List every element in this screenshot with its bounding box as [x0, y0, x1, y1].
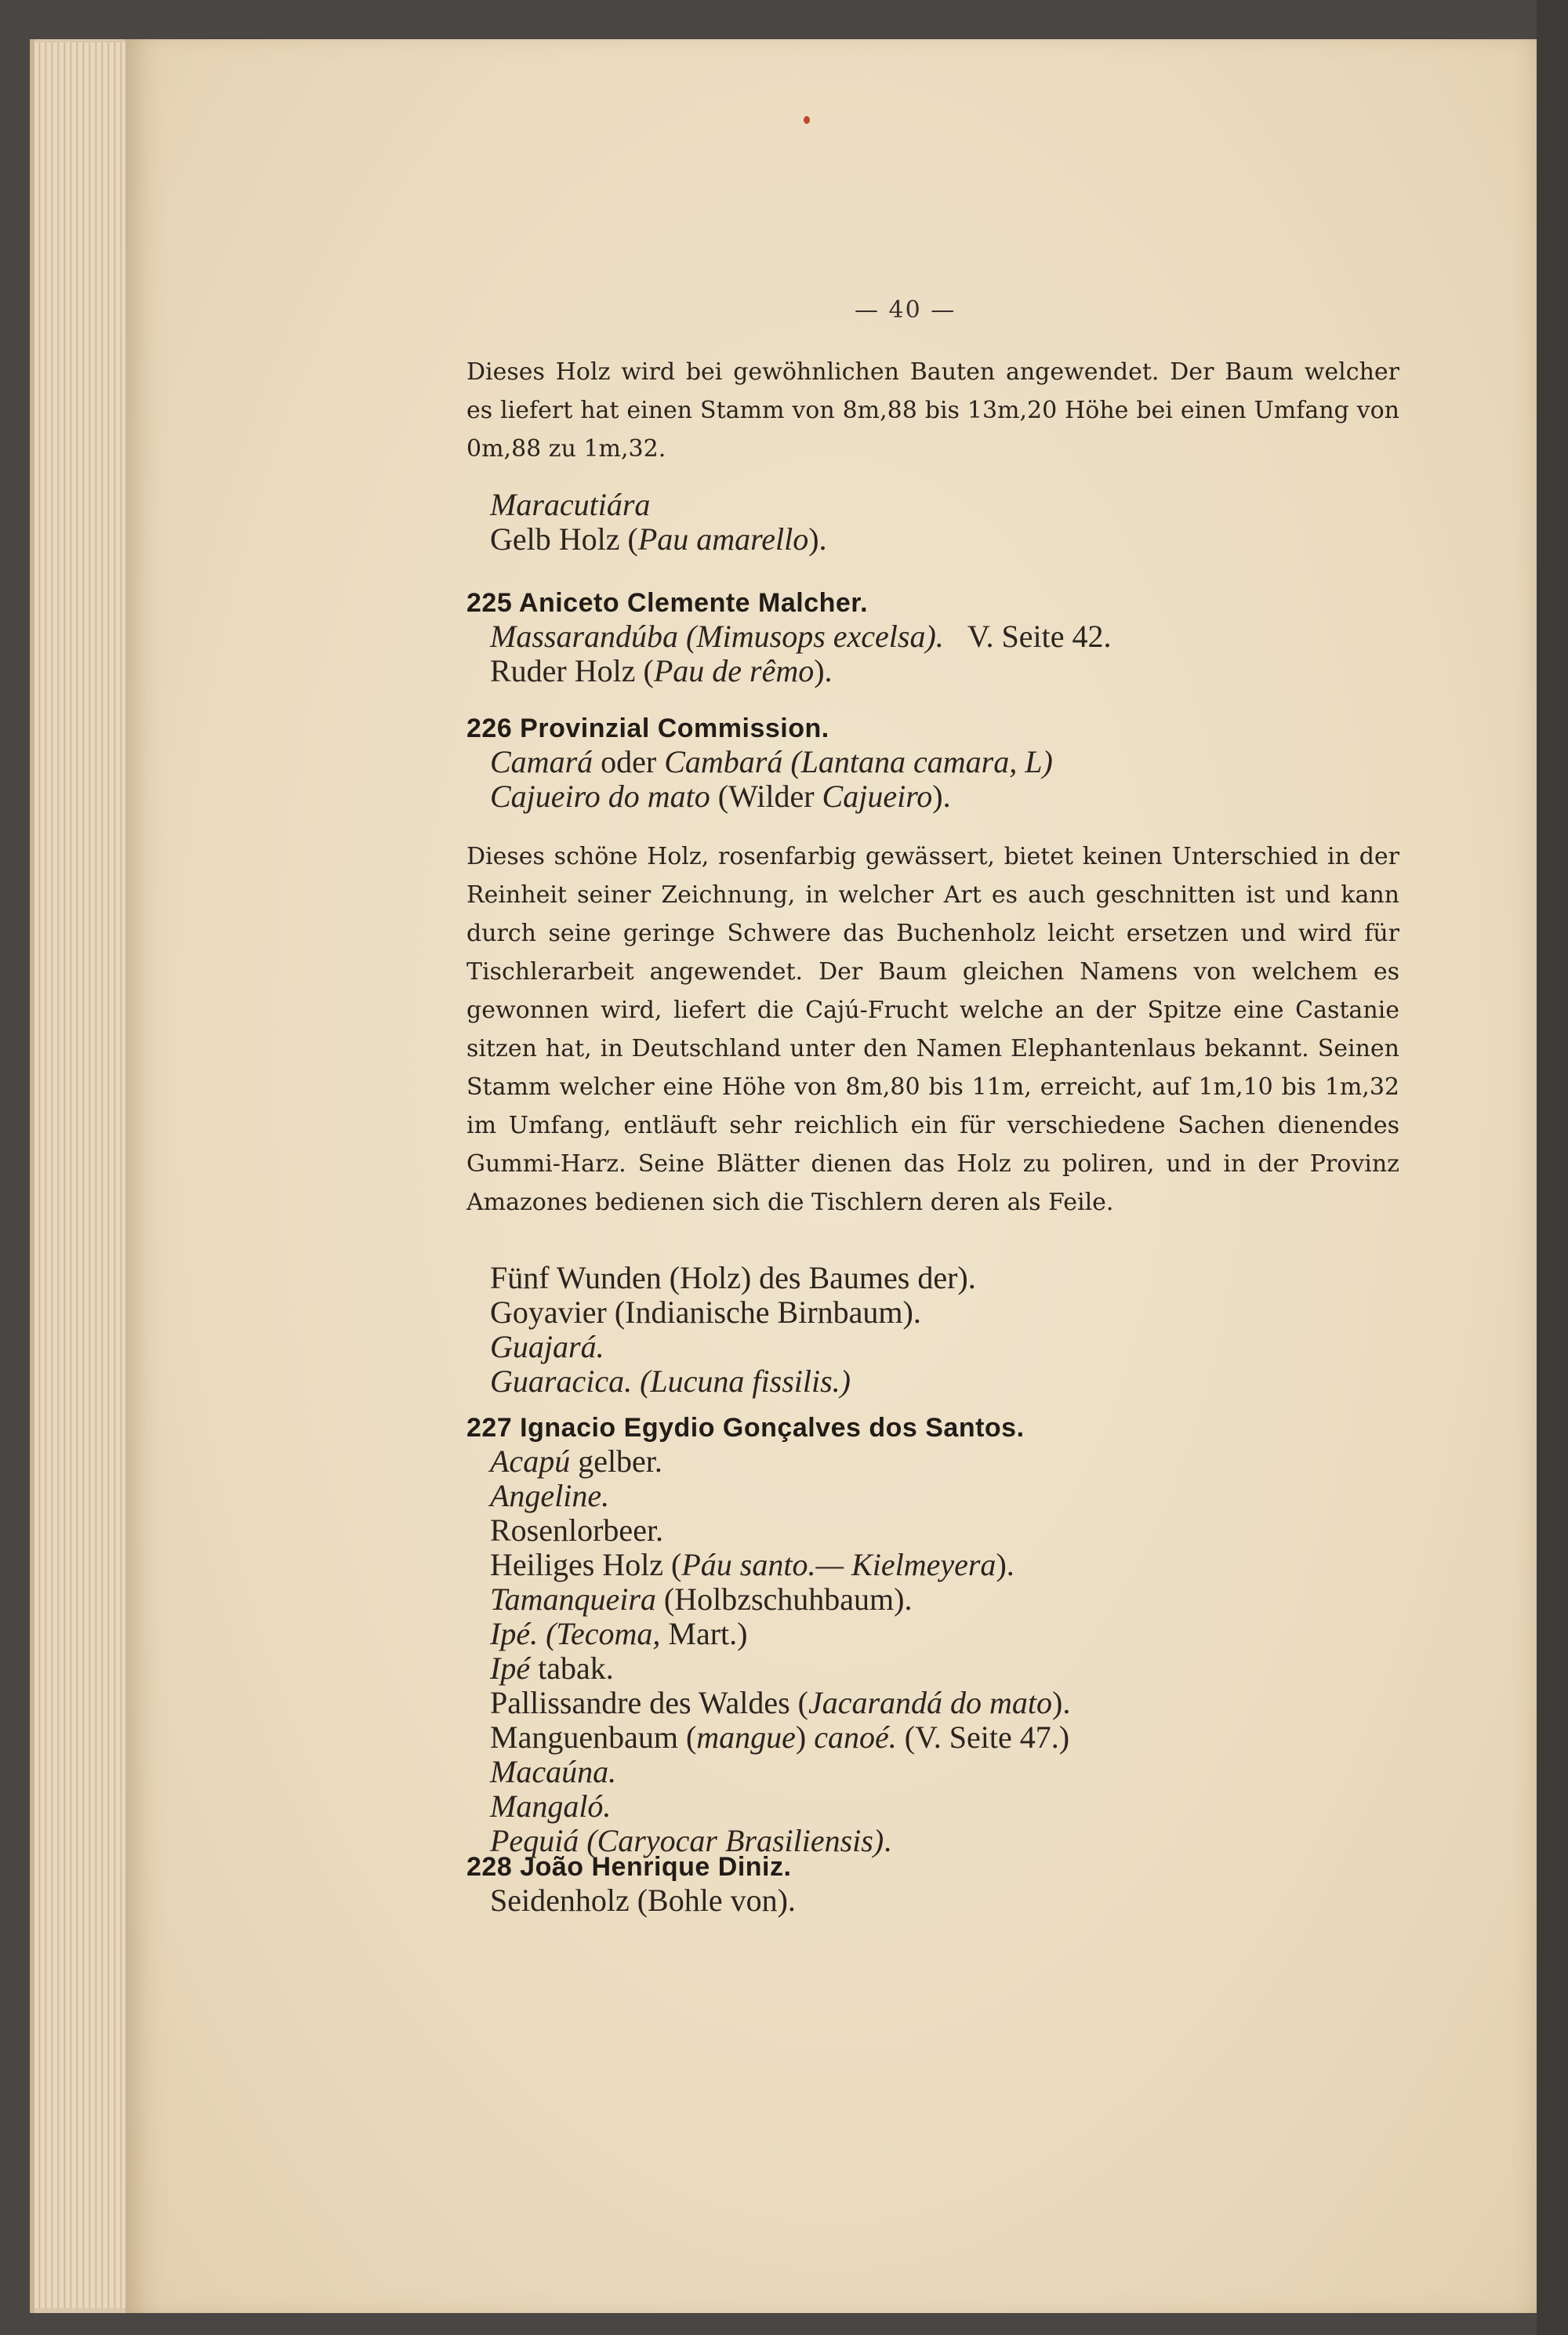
wood-name-line: Goyavier (Indianische Birnbaum). [490, 1295, 921, 1330]
wood-name-line: Macaúna. [490, 1754, 617, 1789]
entry-226 [466, 712, 1399, 814]
entry-heading: 226 Provinzial Commission. [466, 714, 829, 743]
wood-name-line: Heiliges Holz (Páu santo.— Kielmeyera). [490, 1547, 1014, 1582]
maracutiara-block [466, 488, 1399, 557]
ink-spot [804, 116, 810, 124]
wood-name-line: Manguenbaum (mangue) canoé. (V. Seite 47.) [490, 1719, 1070, 1755]
wood-name-line: Rosenlorbeer. [490, 1512, 664, 1548]
paragraph-text: Dieses schöne Holz, rosenfarbig gewässert, bietet keinen Unterschied in der Reinheit seiner Zeichnung, in welcher Art es auch geschnitten ist und kann durch seine geringe Schwere das Buchenholz leicht ersetzen und wird für Tischlerarbeit angewendet. Der Baum gleichen Namens von welchem es gewonnen wird, liefert die Cajú-Frucht welche an der Spitze eine Castanie sitzen hat, in Deutschland unter den Namen Elephantenlaus bekannt. Seinen Stamm welcher eine Höhe von 8m,80 bis 11m, erreicht, auf 1m,10 bis 1m,32 im Umfang, entläuft sehr reichlich ein für verschiedene Sachen dienendes Gummi-Harz. Seine Blätter dienen das Holz zu poliren, und in der Provinz Amazones bedienen sich die Tischlern deren als Feile. [466, 843, 1399, 1216]
wood-name-line: Ipé. (Tecoma, Mart.) [490, 1616, 748, 1651]
wood-name-line: Pallissandre des Waldes (Jacarandá do mato). [490, 1685, 1071, 1720]
wood-name-line: Tamanqueira (Holbzschuhbaum). [490, 1581, 913, 1617]
wood-name-line: Maracutiára [490, 487, 651, 522]
wood-name-line: Camará oder Cambará (Lantana camara, L) [490, 744, 1053, 779]
entry-heading: 227 Ignacio Egydio Gonçalves dos Santos. [466, 1413, 1025, 1443]
wood-name-line: Ipé tabak. [490, 1650, 614, 1686]
page-number: — 40 — [855, 296, 956, 324]
paragraph-2 [466, 837, 1399, 1222]
wood-name-line: Pequiá (Caryocar Brasiliensis). [490, 1823, 892, 1858]
paragraph-text: Dieses Holz wird bei gewöhnlichen Bauten angewendet. Der Baum welcher es liefert hat einen Stamm von 8m,88 bis 13m,20 Höhe bei einen Umfang von 0m,88 zu 1m,32. [466, 358, 1399, 463]
paragraph-1 [466, 353, 1399, 468]
wood-name-line: Cajueiro do mato (Wilder Cajueiro). [490, 779, 951, 814]
wood-name-line: Acapú gelber. [490, 1443, 662, 1479]
entry-heading: 225 Aniceto Clemente Malcher. [466, 588, 869, 618]
wood-name-line: Fünf Wunden (Holz) des Baumes der). [490, 1260, 976, 1295]
entry-228 [466, 1850, 1399, 1918]
entry-225 [466, 586, 1399, 688]
wood-name-line: Angeline. [490, 1478, 610, 1513]
entry-227 [466, 1411, 1399, 1858]
page-edges [34, 42, 129, 2308]
wood-name-line: Seidenholz (Bohle von). [490, 1883, 796, 1918]
entry-226-continued [466, 1261, 1399, 1399]
wood-name-line: Mangaló. [490, 1788, 612, 1824]
wood-name-line: Ruder Holz (Pau de rêmo). [490, 653, 833, 688]
wood-name-line: Gelb Holz (Pau amarello). [490, 521, 827, 557]
wood-name-line: Massarandúba (Mimusops excelsa). V. Seite 42. [490, 619, 1112, 654]
wood-name-line: Guajará. [490, 1329, 604, 1364]
background-edge [1537, 0, 1568, 2335]
entry-heading: 228 João Henrique Diniz. [466, 1852, 792, 1882]
wood-name-line: Guaracica. (Lucuna fissilis.) [490, 1364, 851, 1399]
